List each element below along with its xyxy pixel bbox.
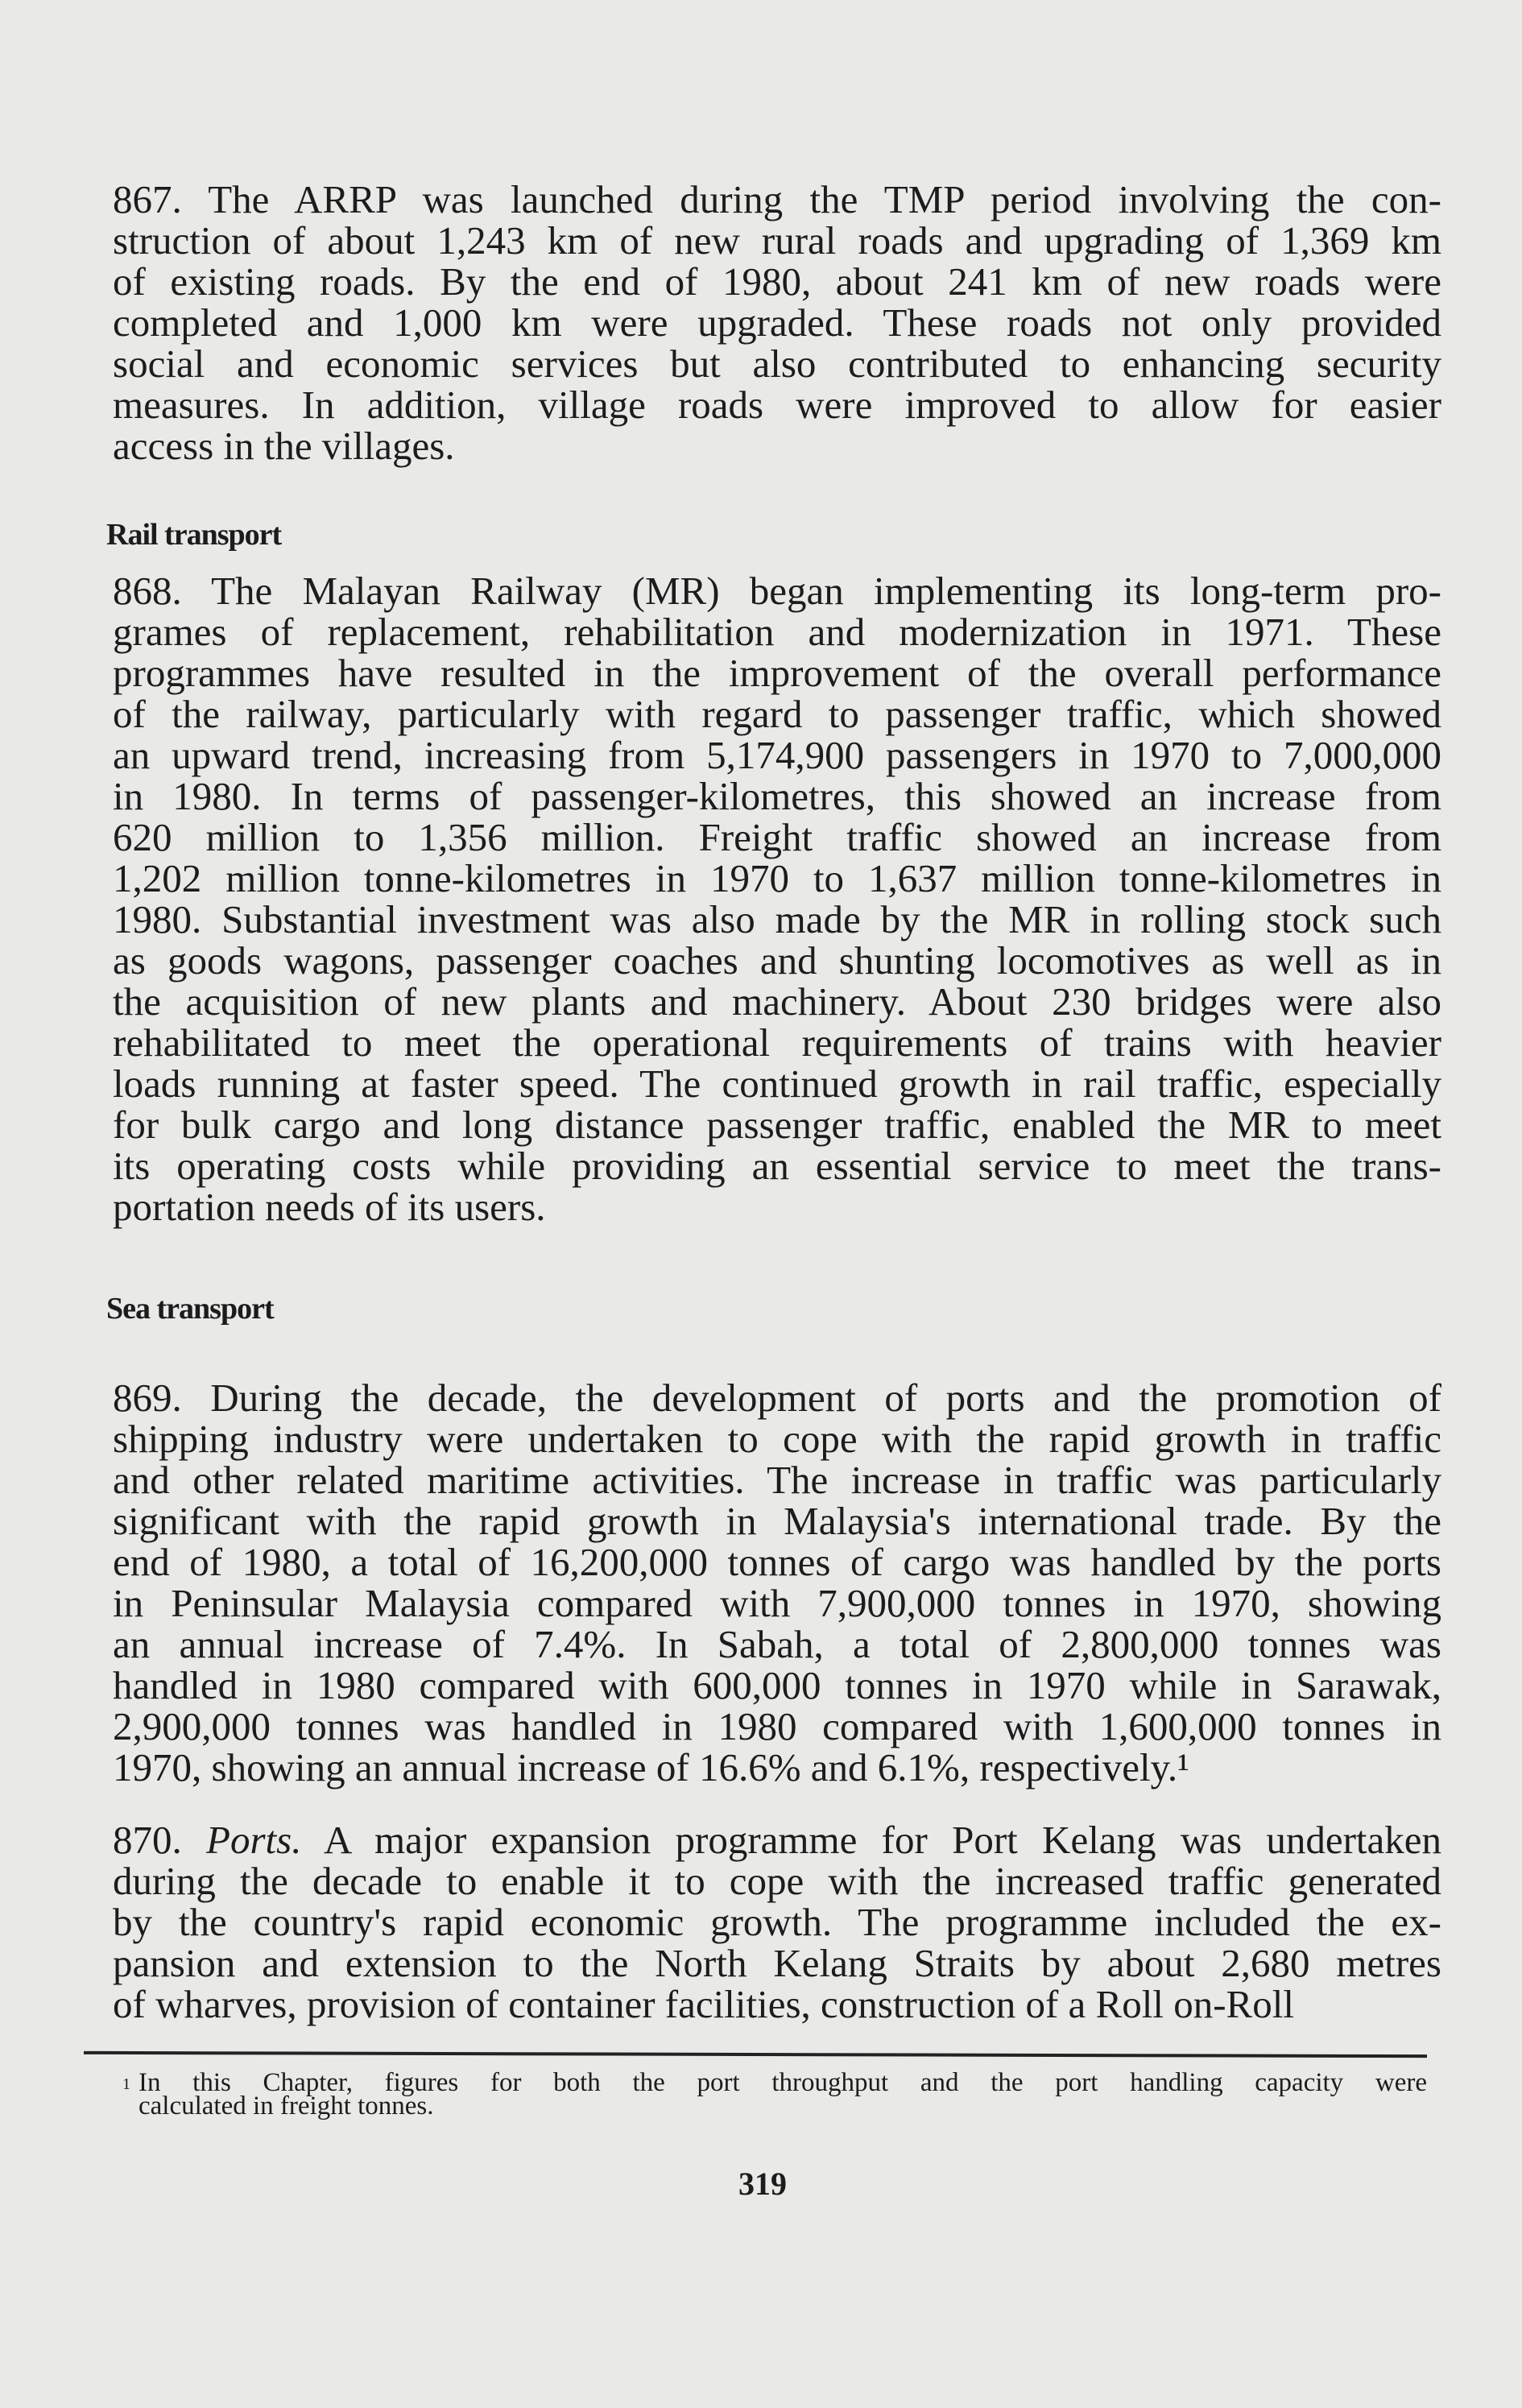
text-line: access in the villages. <box>113 424 455 468</box>
text-line: in 1980. In terms of passenger-kilometres, this showed an increase from <box>113 774 1441 818</box>
paragraph-lead-italic: Ports. <box>206 1818 302 1862</box>
text-line: 869. During the decade, the development of ports and the promotion of <box>113 1376 1441 1420</box>
text-line: 2,900,000 tonnes was handled in 1980 compared with 1,600,000 tonnes in <box>113 1704 1441 1748</box>
page-number: 319 <box>738 2166 787 2202</box>
text-line: 1,202 million tonne-kilometres in 1970 to 1,637 million tonne-kilometres in <box>113 856 1441 900</box>
text-line: the acquisition of new plants and machinery. About 230 bridges were also <box>113 979 1441 1024</box>
paragraph-867 <box>113 179 1441 466</box>
text-line-rest: A major expansion programme for Port Kelang was undertaken <box>324 1818 1441 1862</box>
text-line <box>113 1819 1441 1860</box>
paragraph-870 <box>113 1819 1441 2025</box>
text-line: significant with the rapid growth in Malaysia's international trade. By the <box>113 1499 1441 1543</box>
heading-sea-transport: Sea transport <box>106 1292 274 1326</box>
text-line: an upward trend, increasing from 5,174,900 passengers in 1970 to 7,000,000 <box>113 733 1441 777</box>
paragraph-868 <box>113 570 1441 1227</box>
footnote-divider <box>84 2051 1427 2058</box>
footnote-marker: 1 <box>122 2075 130 2093</box>
text-line: grames of replacement, rehabilitation and modernization in 1971. These <box>113 610 1441 654</box>
text-line: portation needs of its users. <box>113 1185 546 1229</box>
text-line: completed and 1,000 km were upgraded. These roads not only provided <box>113 300 1441 345</box>
text-line: 620 million to 1,356 million. Freight traffic showed an increase from <box>113 815 1441 859</box>
text-line: an annual increase of 7.4%. In Sabah, a total of 2,800,000 tonnes was <box>113 1622 1441 1666</box>
paragraph-number: 870. <box>113 1818 182 1862</box>
text-line: as goods wagons, passenger coaches and shunting locomotives as well as in <box>113 938 1441 983</box>
text-line: social and economic services but also contributed to enhancing security <box>113 341 1441 386</box>
footnote-line: In this Chapter, figures for both the port throughput and the port handling capacity were <box>139 2068 1427 2097</box>
heading-rail-transport: Rail transport <box>106 518 282 552</box>
text-line: shipping industry were undertaken to cope with the rapid growth in traffic <box>113 1417 1441 1461</box>
text-line: rehabilitated to meet the operational requirements of trains with heavier <box>113 1020 1441 1065</box>
text-line: of existing roads. By the end of 1980, about 241 km of new roads were <box>113 259 1441 304</box>
text-line: in Peninsular Malaysia compared with 7,900,000 tonnes in 1970, showing <box>113 1581 1441 1625</box>
text-line: its operating costs while providing an essential service to meet the trans- <box>113 1144 1441 1188</box>
text-line: struction of about 1,243 km of new rural roads and upgrading of 1,369 km <box>113 218 1441 263</box>
text-line: loads running at faster speed. The continued growth in rail traffic, especially <box>113 1061 1441 1106</box>
text-line: 867. The ARRP was launched during the TMP period involving the con- <box>113 177 1441 221</box>
text-line: end of 1980, a total of 16,200,000 tonnes of cargo was handled by the ports <box>113 1540 1441 1584</box>
text-line: of the railway, particularly with regard to passenger traffic, which showed <box>113 692 1441 736</box>
text-line: programmes have resulted in the improvement of the overall performance <box>113 651 1441 695</box>
text-line: by the country's rapid economic growth. The programme included the ex- <box>113 1900 1441 1944</box>
text-line: 868. The Malayan Railway (MR) began implementing its long-term pro- <box>113 569 1441 613</box>
text-line: and other related maritime activities. The increase in traffic was particularly <box>113 1458 1441 1502</box>
text-line: measures. In addition, village roads were improved to allow for easier <box>113 383 1441 427</box>
footnote-line: calculated in freight tonnes. <box>139 2091 434 2120</box>
footnote <box>122 2068 1427 2120</box>
text-line: of wharves, provision of container facilities, construction of a Roll on-Roll <box>113 1982 1294 2026</box>
text-line: during the decade to enable it to cope with the increased traffic generated <box>113 1859 1441 1903</box>
text-line: 1980. Substantial investment was also made by the MR in rolling stock such <box>113 897 1441 941</box>
text-line: for bulk cargo and long distance passenger traffic, enabled the MR to meet <box>113 1103 1441 1147</box>
text-line: 1970, showing an annual increase of 16.6% and 6.1%, respectively.¹ <box>113 1745 1189 1789</box>
text-line: handled in 1980 compared with 600,000 tonnes in 1970 while in Sarawak, <box>113 1663 1441 1707</box>
text-line: pansion and extension to the North Kelang Straits by about 2,680 metres <box>113 1941 1441 1985</box>
paragraph-869 <box>113 1377 1441 1788</box>
